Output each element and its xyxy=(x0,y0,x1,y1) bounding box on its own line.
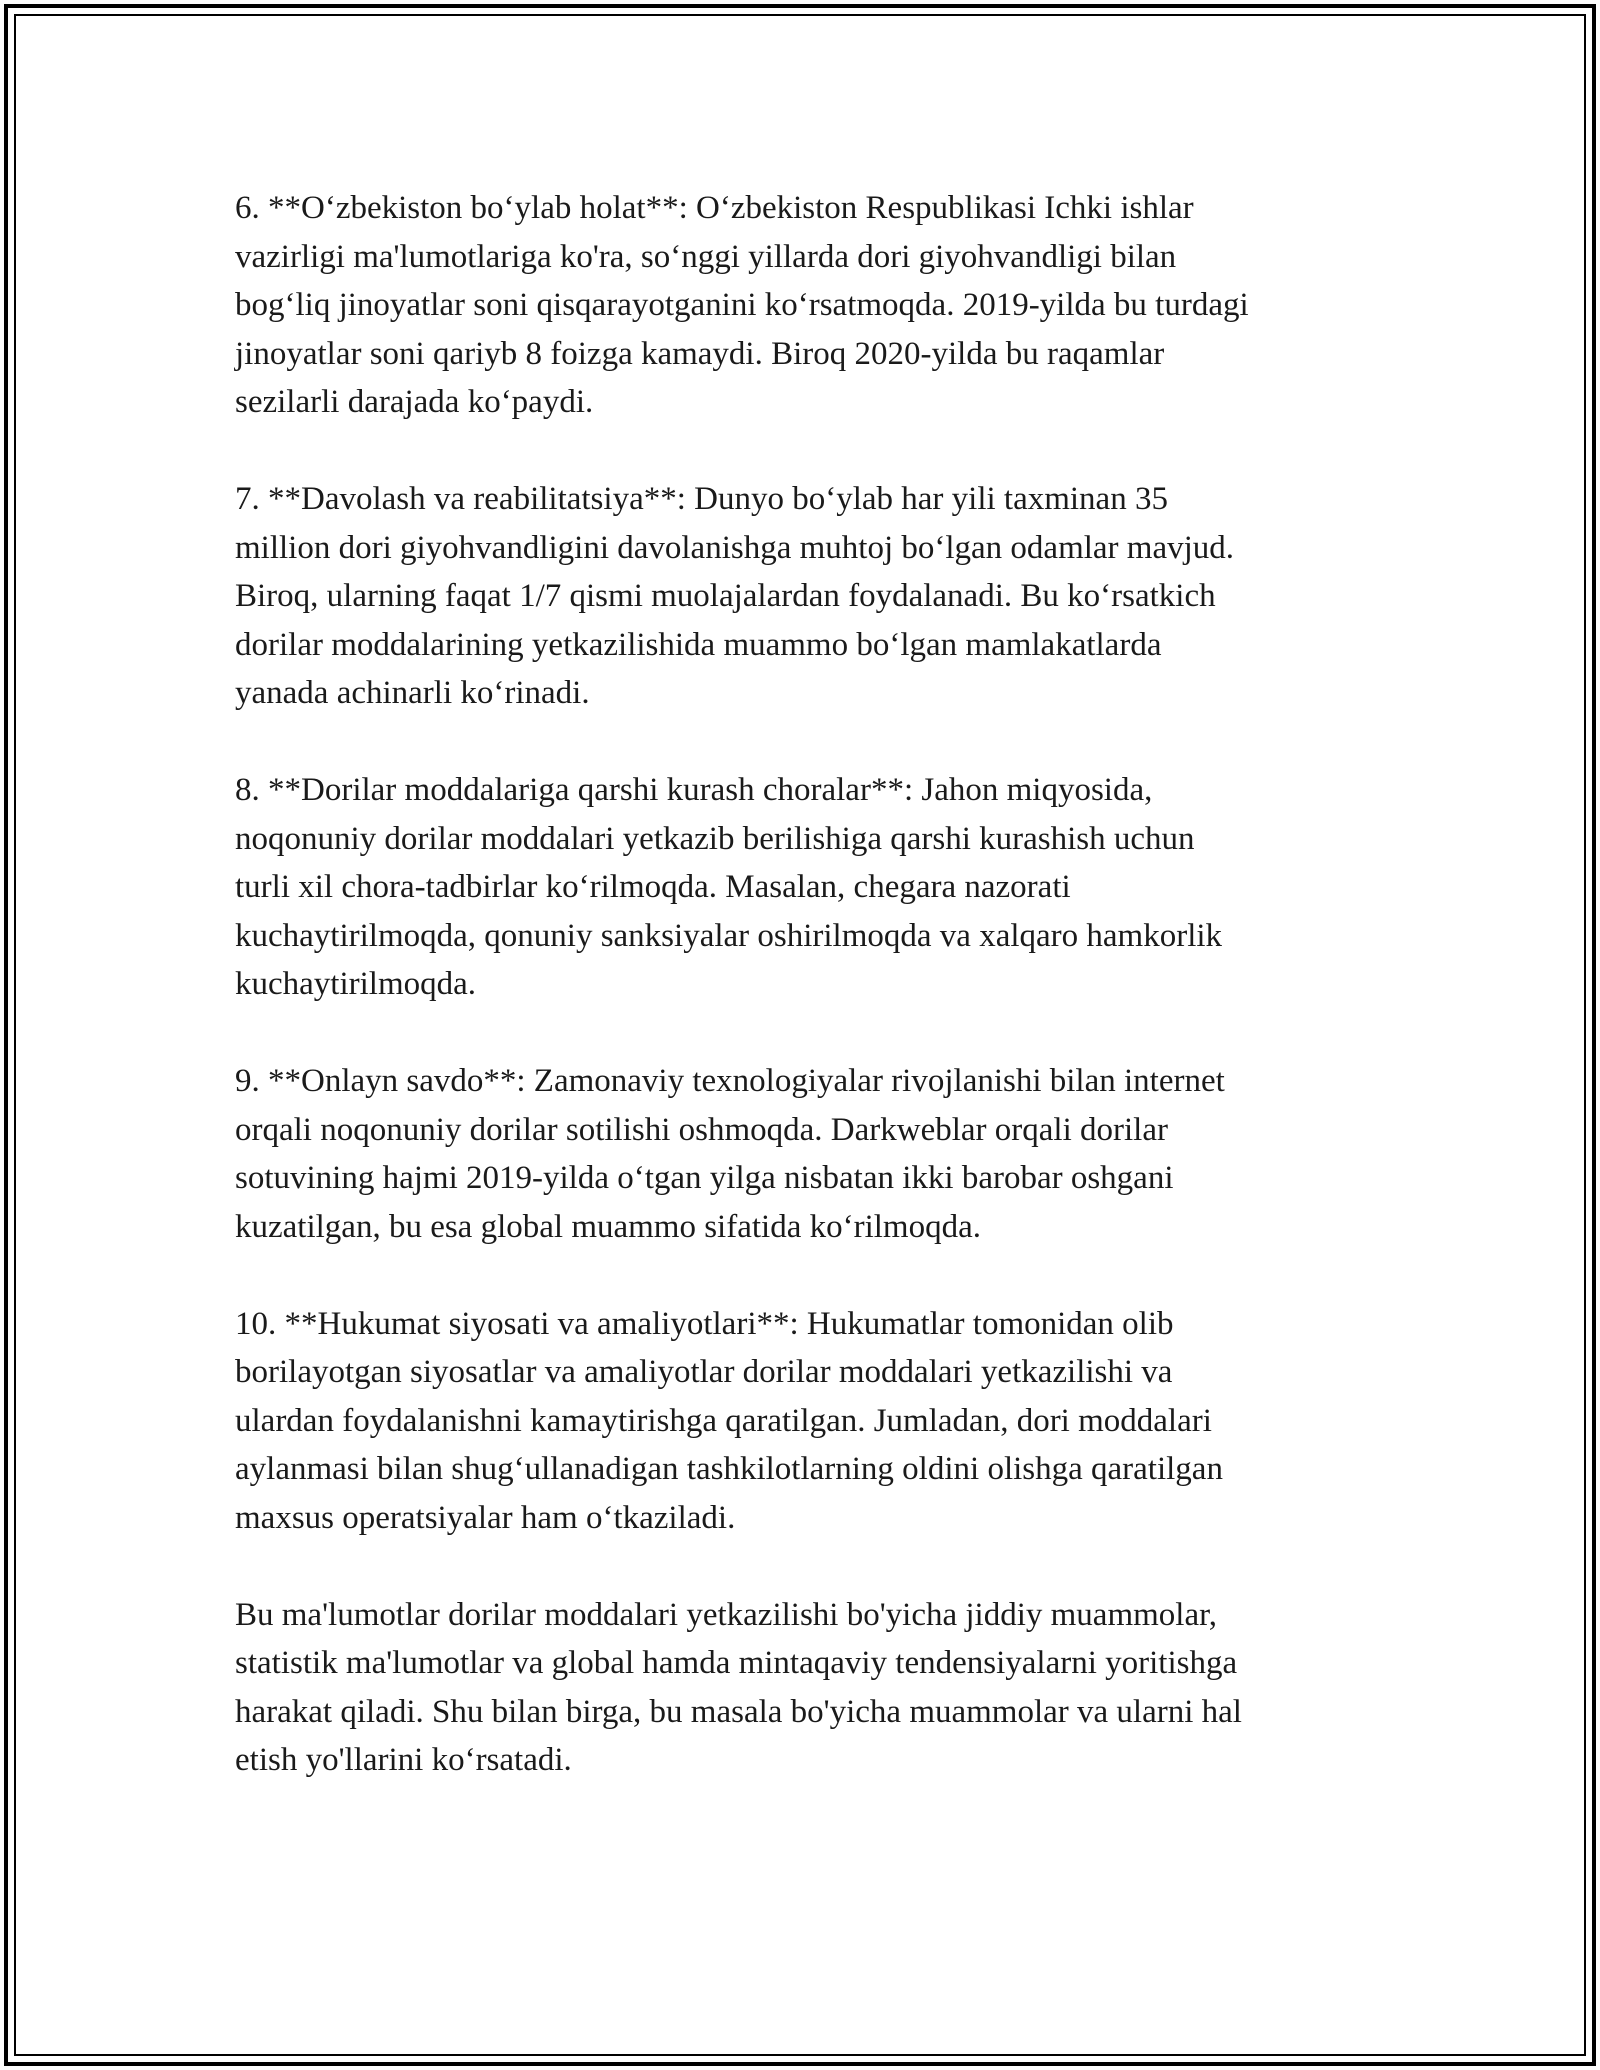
text-line: turli xil chora-tadbirlar koʻrilmoqda. Masalan, chegara nazorati xyxy=(235,869,1071,905)
text-line: kuchaytirilmoqda. xyxy=(235,966,477,1002)
text-line: statistik ma'lumotlar va global hamda mintaqaviy tendensiyalarni yoritishga xyxy=(235,1645,1238,1681)
text-line: million dori giyohvandligini davolanishga muhtoj boʻlgan odamlar mavjud. xyxy=(235,529,1235,566)
text-line: 8. **Dorilar moddalariga qarshi kurash choralar**: Jahon miqyosida, xyxy=(235,772,1153,808)
text-line: 7. **Davolash va reabilitatsiya**: Dunyo boʻylab har yili taxminan 35 xyxy=(235,481,1168,517)
text-line: maxsus operatsiyalar ham oʻtkaziladi. xyxy=(235,1499,736,1536)
text-line: 9. **Onlayn savdo**: Zamonaviy texnologiyalar rivojlanishi bilan internet xyxy=(235,1063,1225,1099)
text-line: dorilar moddalarining yetkazilishida muammo boʻlgan mamlakatlarda xyxy=(235,626,1162,663)
text-line: bogʻliq jinoyatlar soni qisqarayotganini koʻrsatmoqda. 2019-yilda bu turdagi xyxy=(235,287,1249,323)
text-line: yanada achinarli koʻrinadi. xyxy=(235,675,590,711)
text-line: jinoyatlar soni qariyb 8 foizga kamaydi. Biroq 2020-yilda bu raqamlar xyxy=(235,335,1165,372)
paragraph-conclusion xyxy=(235,1591,1385,1785)
paragraph-item-7 xyxy=(235,475,1385,718)
text-line: borilayotgan siyosatlar va amaliyotlar dorilar moddalari yetkazilishi va xyxy=(235,1354,1173,1390)
text-line: Bu ma'lumotlar dorilar moddalari yetkazilishi bo'yicha jiddiy muammolar, xyxy=(235,1596,1218,1633)
text-line: 6. **Oʻzbekiston boʻylab holat**: Oʻzbekiston Respublikasi Ichki ishlar xyxy=(235,190,1194,226)
paragraph-item-9 xyxy=(235,1057,1385,1251)
text-line: etish yo'llarini koʻrsatadi. xyxy=(235,1742,572,1778)
text-line: harakat qiladi. Shu bilan birga, bu masala bo'yicha muammolar va ularni hal xyxy=(235,1693,1242,1730)
document-body xyxy=(235,184,1385,1785)
text-line: 10. **Hukumat siyosati va amaliyotlari**: Hukumatlar tomonidan olib xyxy=(235,1305,1174,1342)
text-line: orqali noqonuniy dorilar sotilishi oshmoqda. Darkweblar orqali dorilar xyxy=(235,1111,1168,1148)
text-line: aylanmasi bilan shugʻullanadigan tashkilotlarning oldini olishga qaratilgan xyxy=(235,1451,1223,1487)
paragraph-item-10 xyxy=(235,1300,1385,1543)
text-line: Biroq, ularning faqat 1/7 qismi muolajalardan foydalanadi. Bu koʻrsatkich xyxy=(235,578,1216,614)
paragraph-item-8 xyxy=(235,766,1385,1009)
text-line: sotuvining hajmi 2019-yilda oʻtgan yilga nisbatan ikki barobar oshgani xyxy=(235,1160,1174,1196)
text-line: sezilarli darajada koʻpaydi. xyxy=(235,384,594,420)
text-line: noqonuniy dorilar moddalari yetkazib berilishiga qarshi kurashish uchun xyxy=(235,820,1195,857)
text-line: ulardan foydalanishni kamaytirishga qaratilgan. Jumladan, dori moddalari xyxy=(235,1402,1212,1439)
paragraph-item-6 xyxy=(235,184,1385,427)
text-line: vazirligi ma'lumotlariga ko'ra, soʻnggi yillarda dori giyohvandligi bilan xyxy=(235,238,1177,275)
text-line: kuzatilgan, bu esa global muammo sifatida koʻrilmoqda. xyxy=(235,1208,981,1245)
text-line: kuchaytirilmoqda, qonuniy sanksiyalar oshirilmoqda va xalqaro hamkorlik xyxy=(235,917,1223,954)
